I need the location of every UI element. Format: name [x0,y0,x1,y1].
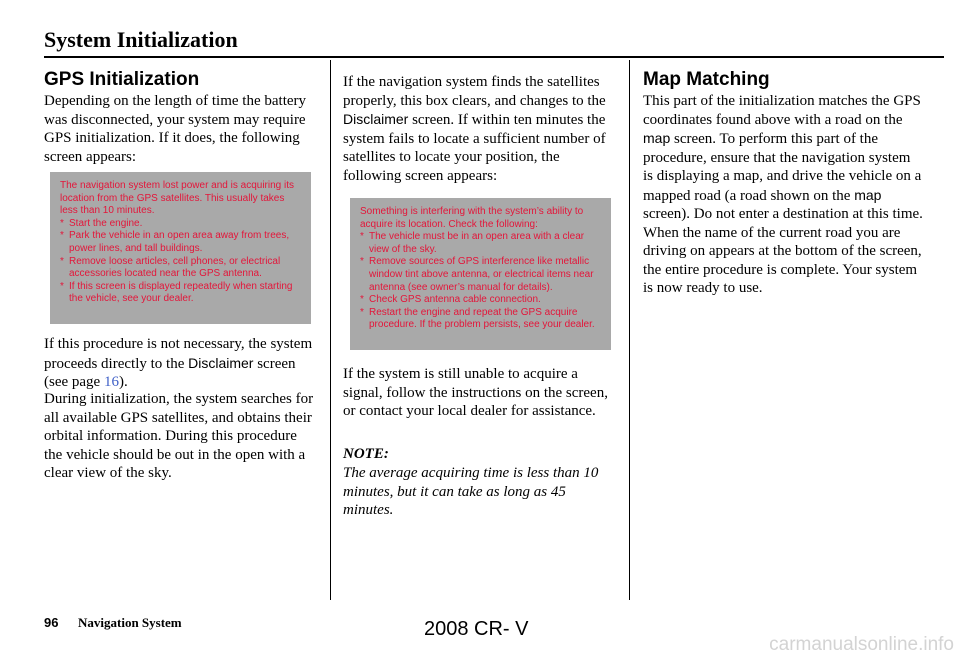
map-matching-heading: Map Matching [643,69,770,90]
map-text-part-1: This part of the initialization matches the GPS coordinates found above with a road on the [643,93,921,128]
column-divider-left [330,60,331,600]
screen-instruction-item [360,231,601,256]
page-reference-link[interactable]: 16 [103,374,119,390]
gps-lost-power-screen [50,172,311,324]
screen-instruction-text: Remove sources of GPS interference like metallic window tint above antenna, or electrical items near antenna (see owner’s manual for details). [369,256,594,293]
vehicle-model-watermark: 2008 CR- V [424,618,529,640]
disclaimer-text-after: ). [118,374,128,390]
gps-intro-paragraph: Depending on the length of time the battery was disconnected, your system may require GPS initialization. If it does, the following screen appears: [44,93,307,165]
disclaimer-term: Disclaimer [343,111,409,127]
still-unable-paragraph: If the system is still unable to acquire a signal, follow the instructions on the screen, or contact your local dealer for assistance. [343,366,608,419]
disclaimer-text-mid: screen (see page [44,355,296,390]
satellite-found-paragraph [343,73,621,185]
screen-instruction-text: Start the engine. [69,217,143,229]
screen-instruction-text: Park the vehicle in an open area away from trees, power lines, and tall buildings. [69,230,290,254]
gps-interference-screen [350,198,611,350]
asterisk-icon: * [60,255,64,267]
asterisk-icon: * [60,280,64,292]
asterisk-icon: * [60,217,64,229]
screen-instruction-list [60,218,301,306]
column-divider-right [629,60,630,600]
note-text: The average acquiring time is less than 10 minutes, but it can take as long as 45 minutes. [343,465,599,518]
screen-instruction-text: Check GPS antenna cable connection. [369,294,541,306]
screen-instruction-item [360,256,601,294]
screen-intro-text: Something is interfering with the system’s ability to acquire its location. Check the following: [360,206,584,230]
screen-instruction-item [360,307,601,332]
title-rule [44,56,944,58]
screen-instruction-item [60,230,301,255]
asterisk-icon: * [360,306,364,318]
screen-instruction-text: Restart the engine and repeat the GPS acquire procedure. If the problem persists, see your dealer. [369,306,595,331]
page-number: 96 [44,615,59,630]
screen-instruction-item [60,218,301,231]
screen-instruction-item [60,281,301,306]
satellite-text-before: If the navigation system finds the satellites properly, this box clears, and changes to the [343,74,606,109]
map-term: map [643,130,671,146]
screen-instruction-text: Remove loose articles, cell phones, or electrical accessories located near the GPS antenna. [69,255,281,280]
disclaimer-text-before: If this procedure is not necessary, the system proceeds directly to the [44,336,313,372]
screen-instruction-list [360,231,601,332]
satellite-text-after: screen. If within ten minutes the system fails to locate a sufficient number of satellites to locate your position, the following screen appears: [343,112,606,184]
footer-section-title: Navigation System [78,615,182,630]
screen-intro-text: The navigation system lost power and is acquiring its location from the GPS satellites. This usually takes less than 10 minutes. [60,180,295,217]
note-label: NOTE: [343,446,389,462]
disclaimer-paragraph [44,335,316,392]
map-term: map [854,186,882,203]
screen-instruction-item [360,294,601,307]
screen-instruction-text: The vehicle must be in an open area with a clear view of the sky. [369,231,585,255]
asterisk-icon: * [360,294,364,306]
page-title: System Initialization [44,27,238,52]
gps-initialization-heading: GPS Initialization [44,69,200,90]
asterisk-icon: * [60,230,64,242]
screen-instruction-item [60,256,301,281]
asterisk-icon: * [360,256,364,268]
map-text-part-2: screen. To perform this part of the procedure, ensure that the navigation system is displaying a map, and drive the vehicle on a mapped road (a road shown on the [643,131,922,204]
screen-instruction-text: If this screen is displayed repeatedly when starting the vehicle, see your dealer. [69,280,293,305]
initialization-paragraph: During initialization, the system searches for all available GPS satellites, and obtains their orbital information. During this procedure the vehicle should be out in the open with a clear view of the sky. [44,391,314,481]
disclaimer-term: Disclaimer [188,354,254,371]
site-watermark: carmanualsonline.info [769,634,954,655]
asterisk-icon: * [360,231,364,243]
map-matching-paragraph [643,92,923,298]
map-text-part-3: screen). Do not enter a destination at this time. When the name of the current road you are driving on appears at the bottom of the screen, the entire procedure is complete. Your system is now ready to use. [643,206,923,296]
